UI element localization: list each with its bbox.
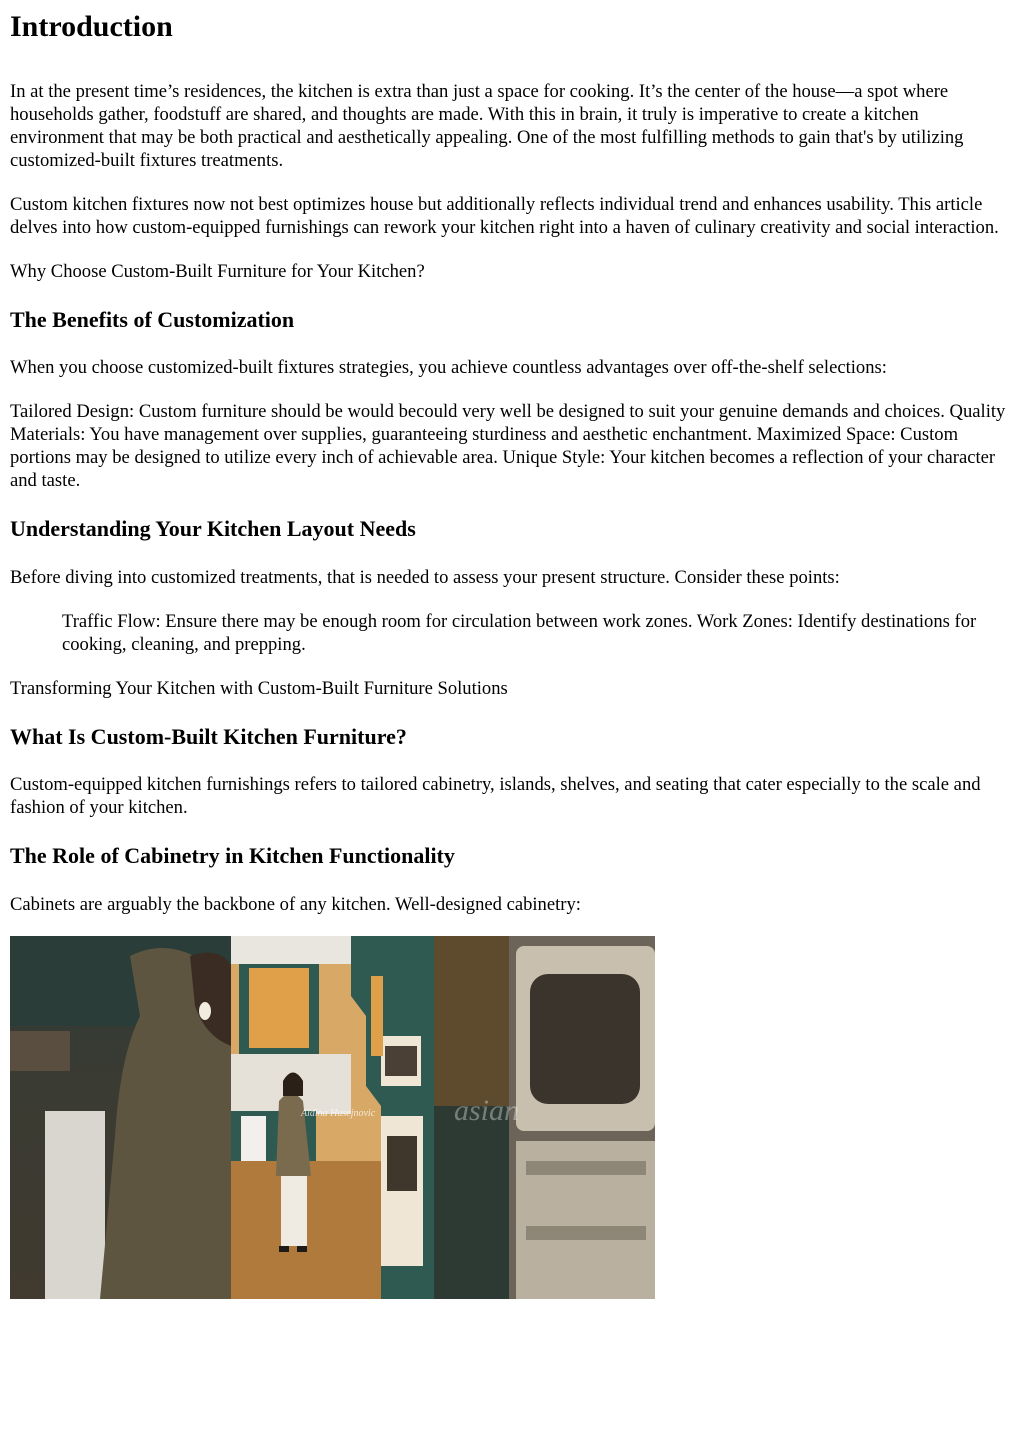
- kitchen-video-thumbnail[interactable]: [10, 936, 655, 1299]
- layout-quote: Traffic Flow: Ensure there may be enough room for circulation between work zones. Work Zones: Identify destinations for cooking, cleaning, and prepping.: [62, 611, 977, 655]
- benefits-intro: When you choose customized-built fixtures strategies, you achieve countless advantages over off-the-shelf selections:: [10, 357, 887, 378]
- watermark-left: Aldina Husejnovic: [301, 1108, 376, 1119]
- what-is-paragraph: Custom-equipped kitchen furnishings refers to tailored cabinetry, islands, shelves, and seating that cater especially to the scale and fashion of your kitchen.: [10, 774, 981, 818]
- page-title: Introduction: [10, 10, 173, 43]
- left-blurred-panel: [10, 936, 231, 1299]
- cabinetry-paragraph: Cabinets are arguably the backbone of any kitchen. Well-designed cabinetry:: [10, 894, 581, 915]
- cabinetry-heading: The Role of Cabinetry in Kitchen Functionality: [10, 843, 455, 868]
- left-panel-illustration: [10, 936, 231, 1299]
- why-choose-line: Why Choose Custom-Built Furniture for Your Kitchen?: [10, 261, 425, 282]
- intro-paragraph-2: Custom kitchen fixtures now not best optimizes house but additionally reflects individual trend and enhances usability. This article delves into how custom-equipped furnishings can rework your kitchen right into a haven of culinary creativity and social interaction.: [10, 194, 999, 238]
- what-is-heading: What Is Custom-Built Kitchen Furniture?: [10, 724, 407, 749]
- layout-intro: Before diving into customized treatments, that is needed to assess your present structure. Consider these points:: [10, 567, 840, 588]
- article: [0, 10, 1024, 1299]
- layout-heading: Understanding Your Kitchen Layout Needs: [10, 516, 416, 541]
- transform-line: Transforming Your Kitchen with Custom-Built Furniture Solutions: [10, 678, 508, 699]
- benefits-heading: The Benefits of Customization: [10, 307, 295, 332]
- intro-paragraph-1: In at the present time’s residences, the kitchen is extra than just a space for cooking. It’s the center of the house—a spot where households gather, foodstuff are shared, and thoughts are made. With this in brain, it truly is imperative to create a kitchen environment that may be both practical and aesthetically appealing. One of the most fulfilling methods to gain that's by utilizing customized-built fixtures treatments.: [10, 81, 964, 171]
- center-kitchen-panel: [231, 936, 434, 1299]
- right-blurred-panel: [434, 936, 655, 1299]
- benefits-list: Tailored Design: Custom furniture should be would becould very well be designed to suit your genuine demands and choices. Quality Materials: You have management over supplies, guaranteeing sturdiness and aesthetic enchantment. Maximized Space: Custom portions may be designed to utilize every inch of achievable area. Unique Style: Your kitchen becomes a reflection of your character and taste.: [10, 401, 1006, 491]
- watermark-right: asian: [454, 1094, 520, 1127]
